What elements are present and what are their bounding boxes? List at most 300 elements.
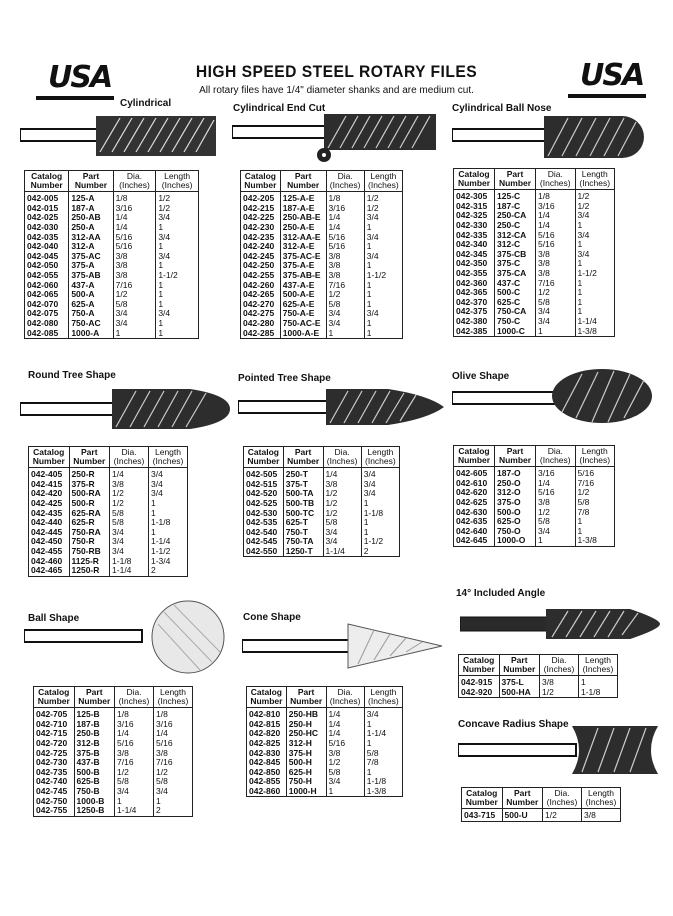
part-number-cell: 625-C (495, 298, 536, 308)
diameter-cell: 3/8 (113, 261, 156, 271)
table-row (454, 326, 615, 336)
catalog-number-cell: 042-005 (25, 192, 69, 204)
diameter-cell: 5/8 (323, 518, 361, 528)
header-part-number: Part Number (495, 446, 536, 467)
diameter-cell: 1/8 (113, 192, 156, 204)
table-row (25, 223, 199, 233)
catalog-number-cell: 042-855 (247, 777, 287, 787)
part-number-cell: 375-C (495, 259, 536, 269)
length-cell: 3/4 (575, 211, 615, 221)
table-row (459, 676, 618, 688)
pointed-tree-burr-image (238, 385, 448, 429)
cone-burr-image (242, 620, 447, 672)
catalog-number-cell: 042-275 (241, 309, 281, 319)
diameter-cell: 3/8 (536, 269, 575, 279)
part-number-cell: 750-O (495, 527, 536, 537)
part-number-cell: 375-H (286, 748, 326, 758)
length-cell: 1/2 (156, 192, 199, 204)
part-number-cell: 250-A-E (280, 223, 326, 233)
header-diameter: Dia. (Inches) (326, 171, 364, 192)
part-number-cell: 500-HA (499, 688, 540, 698)
length-cell: 3/4 (149, 480, 188, 490)
catalog-number-cell: 042-330 (454, 221, 495, 231)
diameter-cell: 3/8 (323, 480, 361, 490)
catalog-number-cell: 042-545 (244, 537, 284, 547)
diameter-cell: 7/16 (326, 280, 364, 290)
length-cell: 1 (575, 288, 615, 298)
length-cell: 1 (149, 499, 188, 509)
part-number-cell: 375-AC-E (280, 252, 326, 262)
part-number-cell: 125-C (495, 190, 536, 202)
included-angle-burr-image (460, 605, 665, 645)
catalog-number-cell: 042-305 (454, 190, 495, 202)
table-row (454, 221, 615, 231)
length-cell: 1 (361, 499, 399, 509)
section-title-included-angle: 14° Included Angle (456, 588, 546, 599)
header-diameter: Dia. (Inches) (113, 171, 156, 192)
catalog-number-cell: 042-215 (241, 204, 281, 214)
table-row (241, 328, 403, 338)
catalog-number-cell: 042-015 (25, 204, 69, 214)
catalog-number-cell: 042-050 (25, 261, 69, 271)
diameter-cell: 7/16 (113, 280, 156, 290)
length-cell: 3/8 (582, 809, 621, 822)
catalog-table-concave-radius (461, 787, 621, 822)
length-cell: 1 (364, 720, 402, 730)
header-catalog-number: Catalog Number (25, 171, 69, 192)
diameter-cell: 1/2 (326, 290, 364, 300)
catalog-table-pointed-tree (243, 446, 400, 557)
table-row (462, 809, 621, 822)
header-catalog-number: Catalog Number (244, 447, 284, 468)
diameter-cell: 1 (113, 328, 156, 338)
diameter-cell: 1/2 (113, 290, 156, 300)
length-cell: 3/4 (156, 252, 199, 262)
part-number-cell: 375-R (69, 480, 110, 490)
catalog-number-cell: 042-820 (247, 729, 287, 739)
catalog-number-cell: 042-825 (247, 739, 287, 749)
catalog-number-cell: 042-920 (459, 688, 500, 698)
diameter-cell: 1/4 (536, 221, 575, 231)
part-number-cell: 625-H (286, 768, 326, 778)
diameter-cell: 5/8 (326, 768, 364, 778)
length-cell: 1 (364, 261, 402, 271)
length-cell: 1 (575, 240, 615, 250)
diameter-cell: 3/4 (326, 319, 364, 329)
section-title-cylindrical-end-cut: Cylindrical End Cut (233, 103, 326, 114)
length-cell: 3/4 (361, 468, 399, 480)
cylindrical-ball-nose-burr-image (452, 112, 657, 162)
length-cell: 1 (156, 300, 199, 310)
part-number-cell: 250-C (495, 221, 536, 231)
part-number-cell: 250-R (69, 468, 110, 480)
diameter-cell: 5/8 (536, 517, 575, 527)
diameter-cell: 1/4 (536, 479, 575, 489)
part-number-cell: 250-H (286, 720, 326, 730)
catalog-number-cell: 042-270 (241, 300, 281, 310)
part-number-cell: 437-C (495, 278, 536, 288)
catalog-number-cell: 042-075 (25, 309, 69, 319)
part-number-cell: 250-A (69, 223, 113, 233)
length-cell: 3/4 (361, 480, 399, 490)
table-row (34, 708, 193, 720)
header-diameter: Dia. (Inches) (543, 788, 582, 809)
length-cell: 1-1/4 (364, 729, 402, 739)
part-number-cell: 500-RA (69, 489, 110, 499)
catalog-number-cell: 042-260 (241, 280, 281, 290)
header-diameter: Dia. (Inches) (115, 687, 154, 708)
length-cell: 1/2 (575, 202, 615, 212)
length-cell: 1 (364, 290, 402, 300)
header-length: Length (Inches) (156, 171, 199, 192)
catalog-number-cell: 042-755 (34, 806, 75, 816)
part-number-cell: 250-T (283, 468, 323, 480)
header-catalog-number: Catalog Number (241, 171, 281, 192)
page-subtitle: All rotary files have 1/4" diameter shanks and are medium cut. (199, 85, 474, 96)
catalog-number-cell: 042-420 (29, 489, 70, 499)
part-number-cell: 187-O (495, 467, 536, 479)
length-cell: 1 (364, 300, 402, 310)
header-length: Length (Inches) (364, 687, 402, 708)
diameter-cell: 1 (115, 796, 154, 806)
diameter-cell: 3/4 (110, 528, 149, 538)
diameter-cell: 1 (326, 787, 364, 797)
diameter-cell: 3/16 (113, 204, 156, 214)
catalog-number-cell: 042-725 (34, 748, 75, 758)
part-number-cell: 375-A (69, 261, 113, 271)
diameter-cell: 1/4 (326, 223, 364, 233)
header-length: Length (Inches) (575, 169, 615, 190)
length-cell: 1 (364, 328, 402, 338)
part-number-cell: 750-TA (283, 537, 323, 547)
diameter-cell: 3/4 (323, 528, 361, 538)
diameter-cell: 1/2 (536, 507, 575, 517)
catalog-number-cell: 042-540 (244, 528, 284, 538)
part-number-cell: 1125-R (69, 556, 110, 566)
length-cell: 7/8 (575, 507, 615, 517)
header-length: Length (Inches) (364, 171, 402, 192)
diameter-cell: 5/8 (115, 777, 154, 787)
table-row (25, 319, 199, 329)
header-part-number: Part Number (283, 447, 323, 468)
length-cell: 1-1/4 (575, 317, 615, 327)
diameter-cell: 3/4 (110, 537, 149, 547)
diameter-cell: 7/16 (115, 758, 154, 768)
catalog-number-cell: 042-060 (25, 280, 69, 290)
length-cell: 1-1/2 (364, 271, 402, 281)
catalog-number-cell: 042-450 (29, 537, 70, 547)
diameter-cell: 1/4 (113, 213, 156, 223)
length-cell: 3/4 (364, 309, 402, 319)
diameter-cell: 3/16 (326, 204, 364, 214)
catalog-number-cell: 042-505 (244, 468, 284, 480)
catalog-number-cell: 043-715 (462, 809, 503, 822)
diameter-cell: 1/2 (323, 499, 361, 509)
part-number-cell: 750-AC-E (280, 319, 326, 329)
header-part-number: Part Number (502, 788, 543, 809)
part-number-cell: 750-RA (69, 528, 110, 538)
part-number-cell: 750-AC (69, 319, 113, 329)
part-number-cell: 500-A-E (280, 290, 326, 300)
table-row (247, 787, 403, 797)
length-cell: 2 (149, 566, 188, 576)
table-row (34, 787, 193, 797)
table-row (454, 467, 615, 479)
diameter-cell: 5/16 (326, 242, 364, 252)
catalog-table-cylindrical (24, 170, 199, 339)
catalog-number-cell: 042-445 (29, 528, 70, 538)
catalog-number-cell: 042-415 (29, 480, 70, 490)
part-number-cell: 375-T (283, 480, 323, 490)
diameter-cell: 3/4 (536, 527, 575, 537)
catalog-number-cell: 042-365 (454, 288, 495, 298)
catalog-number-cell: 042-230 (241, 223, 281, 233)
diameter-cell: 3/4 (115, 787, 154, 797)
length-cell: 3/4 (156, 309, 199, 319)
diameter-cell: 3/8 (326, 261, 364, 271)
length-cell: 7/16 (154, 758, 193, 768)
part-number-cell: 375-CB (495, 250, 536, 260)
length-cell: 1-1/2 (149, 547, 188, 557)
part-number-cell: 625-A (69, 300, 113, 310)
catalog-number-cell: 042-845 (247, 758, 287, 768)
part-number-cell: 1000-B (74, 796, 115, 806)
table-row (29, 547, 188, 557)
part-number-cell: 250-AB (69, 213, 113, 223)
length-cell: 1/2 (364, 192, 402, 204)
catalog-number-cell: 042-280 (241, 319, 281, 329)
part-number-cell: 1000-H (286, 787, 326, 797)
diameter-cell: 1/4 (326, 720, 364, 730)
part-number-cell: 437-A (69, 280, 113, 290)
diameter-cell: 3/8 (115, 748, 154, 758)
diameter-cell: 5/16 (115, 739, 154, 749)
catalog-number-cell: 042-360 (454, 278, 495, 288)
diameter-cell: 5/8 (113, 300, 156, 310)
catalog-number-cell: 042-710 (34, 720, 75, 730)
header-part-number: Part Number (280, 171, 326, 192)
header-catalog-number: Catalog Number (34, 687, 75, 708)
catalog-number-cell: 042-045 (25, 252, 69, 262)
table-row (454, 190, 615, 202)
table-row (29, 566, 188, 576)
part-number-cell: 500-TA (283, 489, 323, 499)
catalog-number-cell: 042-375 (454, 307, 495, 317)
diameter-cell: 3/16 (536, 202, 575, 212)
diameter-cell: 1/4 (110, 468, 149, 480)
diameter-cell: 1/4 (323, 468, 361, 480)
header-catalog-number: Catalog Number (454, 446, 495, 467)
part-number-cell: 750-H (286, 777, 326, 787)
part-number-cell: 312-B (74, 739, 115, 749)
header-part-number: Part Number (74, 687, 115, 708)
catalog-number-cell: 042-620 (454, 488, 495, 498)
length-cell: 1/8 (154, 708, 193, 720)
length-cell: 1 (149, 508, 188, 518)
part-number-cell: 500-H (286, 758, 326, 768)
part-number-cell: 125-A (69, 192, 113, 204)
part-number-cell: 500-B (74, 768, 115, 778)
length-cell: 1 (575, 517, 615, 527)
part-number-cell: 375-A-E (280, 261, 326, 271)
length-cell: 1 (364, 280, 402, 290)
diameter-cell: 3/4 (536, 317, 575, 327)
header-part-number: Part Number (69, 171, 113, 192)
catalog-number-cell: 042-065 (25, 290, 69, 300)
part-number-cell: 500-O (495, 507, 536, 517)
length-cell: 1 (149, 528, 188, 538)
catalog-number-cell: 042-815 (247, 720, 287, 730)
part-number-cell: 187-B (74, 720, 115, 730)
part-number-cell: 500-U (502, 809, 543, 822)
part-number-cell: 1000-O (495, 536, 536, 546)
catalog-number-cell: 042-535 (244, 518, 284, 528)
part-number-cell: 375-AC (69, 252, 113, 262)
catalog-number-cell: 042-705 (34, 708, 75, 720)
table-row (454, 269, 615, 279)
length-cell: 1 (364, 223, 402, 233)
diameter-cell: 1 (536, 536, 575, 546)
header-diameter: Dia. (Inches) (326, 687, 364, 708)
catalog-table-included-angle (458, 654, 618, 698)
length-cell: 5/16 (154, 739, 193, 749)
header-diameter: Dia. (Inches) (110, 447, 149, 468)
diameter-cell: 1/2 (110, 499, 149, 509)
part-number-cell: 1000-C (495, 326, 536, 336)
catalog-number-cell: 042-625 (454, 498, 495, 508)
length-cell: 1/2 (575, 190, 615, 202)
diameter-cell: 3/4 (326, 777, 364, 787)
length-cell: 1 (156, 319, 199, 329)
catalog-number-cell: 042-225 (241, 213, 281, 223)
table-row (244, 547, 400, 557)
part-number-cell: 500-R (69, 499, 110, 509)
header-length: Length (Inches) (361, 447, 399, 468)
part-number-cell: 625-A-E (280, 300, 326, 310)
catalog-number-cell: 042-810 (247, 708, 287, 720)
section-title-cylindrical-ball-nose: Cylindrical Ball Nose (452, 103, 552, 114)
catalog-number-cell: 042-525 (244, 499, 284, 509)
catalog-number-cell: 042-515 (244, 480, 284, 490)
length-cell: 1 (154, 796, 193, 806)
part-number-cell: 1250-T (283, 547, 323, 557)
catalog-number-cell: 042-235 (241, 232, 281, 242)
catalog-number-cell: 042-240 (241, 242, 281, 252)
part-number-cell: 312-H (286, 739, 326, 749)
usa-logo-right: USA (580, 58, 644, 93)
section-title-olive: Olive Shape (452, 371, 510, 382)
length-cell: 3/4 (575, 250, 615, 260)
catalog-number-cell: 042-340 (454, 240, 495, 250)
length-cell: 1 (575, 259, 615, 269)
diameter-cell: 3/8 (326, 271, 364, 281)
table-row (459, 688, 618, 698)
catalog-number-cell: 042-265 (241, 290, 281, 300)
length-cell: 2 (361, 547, 399, 557)
length-cell: 1-1/2 (156, 271, 199, 281)
part-number-cell: 312-O (495, 488, 536, 498)
length-cell: 1 (575, 298, 615, 308)
part-number-cell: 250-B (74, 729, 115, 739)
diameter-cell: 1/8 (326, 192, 364, 204)
length-cell: 3/4 (154, 787, 193, 797)
part-number-cell: 375-O (495, 498, 536, 508)
diameter-cell: 3/4 (113, 319, 156, 329)
table-row (247, 708, 403, 720)
length-cell: 1 (575, 307, 615, 317)
table-row (244, 468, 400, 480)
length-cell: 3/4 (364, 232, 402, 242)
diameter-cell: 3/8 (536, 498, 575, 508)
part-number-cell: 750-A-E (280, 309, 326, 319)
catalog-number-cell: 042-640 (454, 527, 495, 537)
catalog-number-cell: 042-385 (454, 326, 495, 336)
part-number-cell: 750-A (69, 309, 113, 319)
length-cell: 1-3/8 (575, 536, 615, 546)
part-number-cell: 500-TB (283, 499, 323, 509)
part-number-cell: 750-B (74, 787, 115, 797)
catalog-number-cell: 042-035 (25, 232, 69, 242)
part-number-cell: 125-A-E (280, 192, 326, 204)
header-part-number: Part Number (69, 447, 110, 468)
catalog-number-cell: 042-635 (454, 517, 495, 527)
diameter-cell: 1/4 (326, 729, 364, 739)
catalog-number-cell: 042-720 (34, 739, 75, 749)
part-number-cell: 437-A-E (280, 280, 326, 290)
length-cell: 3/4 (575, 230, 615, 240)
catalog-table-cone (246, 686, 403, 797)
length-cell: 1 (361, 528, 399, 538)
part-number-cell: 375-AB (69, 271, 113, 281)
length-cell: 1-1/4 (149, 537, 188, 547)
catalog-number-cell: 042-605 (454, 467, 495, 479)
usa-logo-left: USA (48, 60, 112, 95)
length-cell: 1-1/8 (361, 508, 399, 518)
length-cell: 1/2 (364, 204, 402, 214)
header-diameter: Dia. (Inches) (323, 447, 361, 468)
length-cell: 7/8 (364, 758, 402, 768)
part-number-cell: 750-CA (495, 307, 536, 317)
part-number-cell: 187-A (69, 204, 113, 214)
diameter-cell: 1/2 (536, 288, 575, 298)
table-row (25, 328, 199, 338)
diameter-cell: 5/16 (113, 242, 156, 252)
header-part-number: Part Number (286, 687, 326, 708)
diameter-cell: 1/2 (326, 758, 364, 768)
length-cell: 3/4 (156, 213, 199, 223)
section-title-round-tree: Round Tree Shape (28, 370, 116, 381)
part-number-cell: 312-AA (69, 232, 113, 242)
diameter-cell: 1/4 (326, 708, 364, 720)
table-row (241, 223, 403, 233)
page-title: HIGH SPEED STEEL ROTARY FILES (195, 62, 478, 81)
length-cell: 1/2 (154, 768, 193, 778)
diameter-cell: 5/16 (326, 739, 364, 749)
catalog-number-cell: 042-085 (25, 328, 69, 338)
diameter-cell: 1-1/4 (323, 547, 361, 557)
diameter-cell: 3/16 (536, 467, 575, 479)
diameter-cell: 3/16 (115, 720, 154, 730)
catalog-number-cell: 042-030 (25, 223, 69, 233)
ball-burr-image (24, 600, 234, 676)
catalog-number-cell: 042-255 (241, 271, 281, 281)
catalog-number-cell: 042-630 (454, 507, 495, 517)
diameter-cell: 3/8 (113, 271, 156, 281)
diameter-cell: 1/2 (540, 688, 579, 698)
length-cell: 1-3/8 (575, 326, 615, 336)
diameter-cell: 1/8 (536, 190, 575, 202)
table-row (25, 192, 199, 204)
